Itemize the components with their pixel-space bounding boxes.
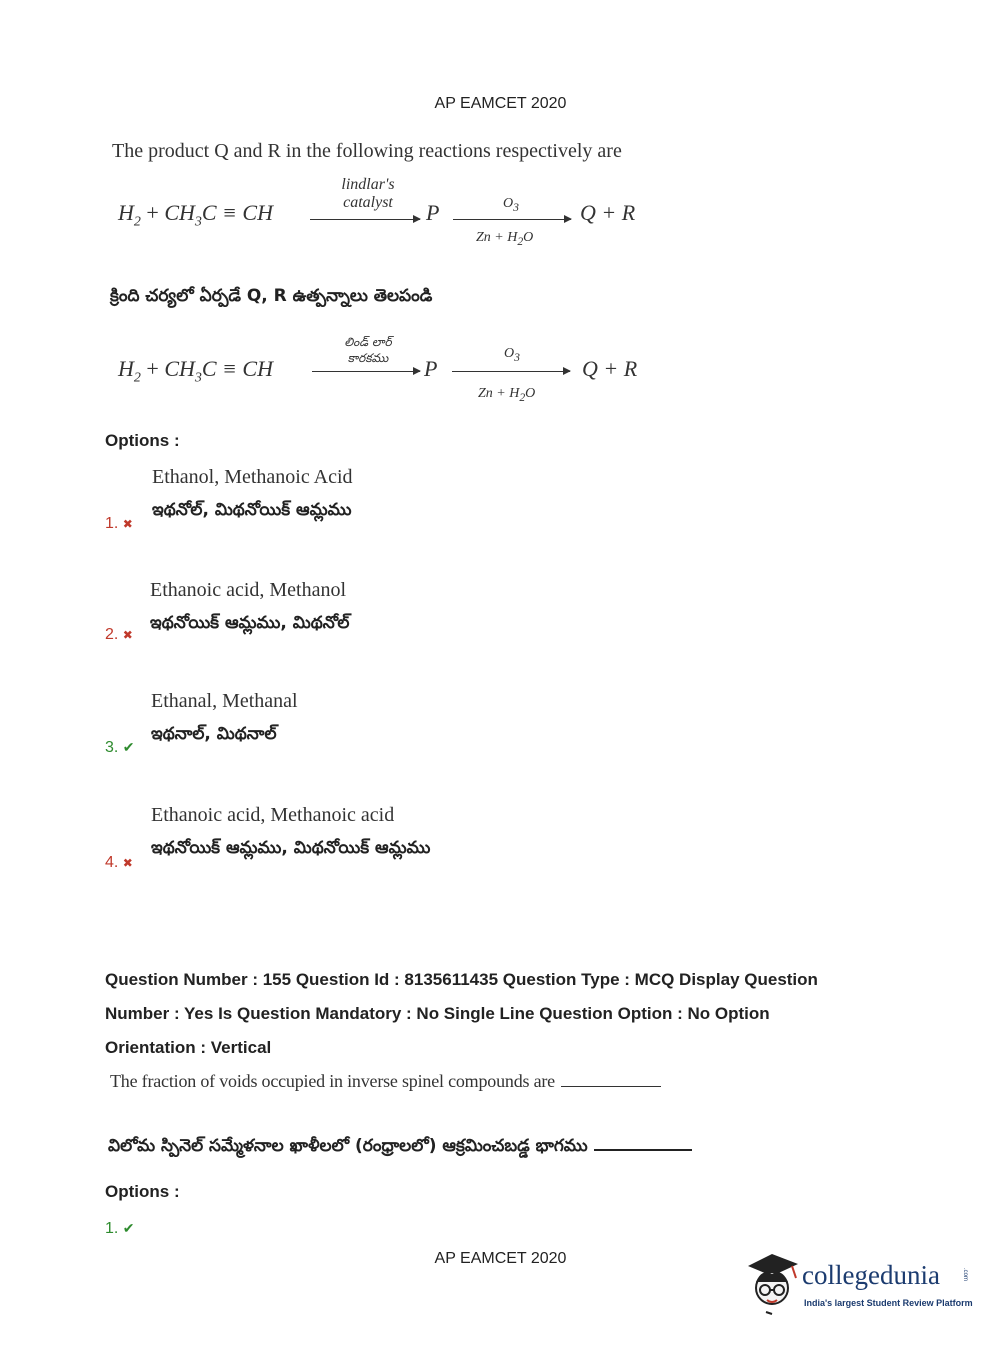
option-3-te: ఇథనాల్, మిథనాల్ bbox=[151, 724, 277, 744]
zn-h: Zn + H bbox=[476, 230, 518, 245]
logo-dotcom: .com bbox=[962, 1268, 968, 1282]
meta-line-2: Number : Yes Is Question Mandatory : No Single Line Question Option : No Option bbox=[105, 1004, 770, 1023]
cross-icon: ✖ bbox=[122, 628, 133, 642]
question-2-text: The fraction of voids occupied in inverse spinel compounds are bbox=[110, 1071, 555, 1091]
answer-blank bbox=[561, 1086, 661, 1087]
option-4-te: ఇథనోయిక్ ఆమ్లము, మిథనోయిక్ ఆమ్లము bbox=[151, 838, 431, 858]
page-footer: AP EAMCET 2020 bbox=[434, 1250, 567, 1267]
answer-blank-te bbox=[594, 1149, 692, 1151]
h2: H bbox=[118, 200, 134, 225]
option-2-en: Ethanoic acid, Methanol bbox=[150, 579, 347, 601]
catalyst-te-line1: లిండ్ లార్ bbox=[344, 335, 392, 349]
options-label-2: Options : bbox=[105, 1182, 180, 1201]
options-label: Options : bbox=[105, 431, 180, 450]
reaction-arrow-1-te bbox=[312, 371, 420, 372]
triple-bond: C ≡ CH bbox=[201, 356, 273, 381]
question-meta bbox=[105, 963, 885, 1065]
option-1-marker[interactable] bbox=[105, 515, 133, 533]
question-2-text-te-span: విలోమ స్పినెల్ సమ్మేళనాల ఖాళీలలో (రంధ్రాలలో) ఆక్రమించబడ్డ భాగము bbox=[108, 1136, 588, 1156]
option-3-marker[interactable] bbox=[105, 739, 135, 757]
reaction-arrow-1 bbox=[310, 219, 420, 220]
plus: + bbox=[146, 200, 159, 225]
reaction-arrow-2 bbox=[453, 219, 571, 220]
option-number: 4. bbox=[105, 854, 119, 871]
cross-icon: ✖ bbox=[122, 517, 133, 531]
q2-option-1-marker[interactable] bbox=[105, 1220, 135, 1238]
reaction-equation-te bbox=[118, 330, 678, 404]
product-qr: Q + R bbox=[580, 200, 636, 225]
ch3-sub: 3 bbox=[194, 214, 202, 230]
cross-icon: ✖ bbox=[122, 856, 133, 870]
question-2-text-te bbox=[108, 1136, 692, 1160]
page-header: AP EAMCET 2020 bbox=[434, 95, 567, 112]
mascot-icon bbox=[742, 1248, 804, 1318]
reaction-lhs-te bbox=[118, 356, 273, 386]
o3: O bbox=[503, 196, 514, 211]
ch3: CH bbox=[164, 356, 195, 381]
zn-water-label-te bbox=[478, 386, 535, 404]
triple-bond: C ≡ CH bbox=[201, 200, 273, 225]
reaction-arrow-2-te bbox=[452, 371, 570, 372]
o3-sub: 3 bbox=[513, 200, 519, 214]
h2-sub: 2 bbox=[133, 370, 141, 386]
catalyst-label bbox=[323, 176, 413, 212]
o3: O bbox=[504, 346, 515, 361]
option-2-marker[interactable] bbox=[105, 626, 133, 644]
option-4-marker[interactable] bbox=[105, 854, 133, 872]
question-text-en: The product Q and R in the following reactions respectively are bbox=[112, 140, 622, 162]
catalyst-te-line2: కారకము bbox=[347, 351, 389, 365]
option-2-te: ఇథనోయిక్ ఆమ్లము, మిథనోల్ bbox=[150, 613, 350, 633]
question-2-text-en bbox=[110, 1071, 661, 1092]
option-number: 1. bbox=[105, 515, 119, 532]
reaction-lhs bbox=[118, 200, 273, 230]
option-number: 3. bbox=[105, 739, 119, 756]
check-icon: ✔ bbox=[122, 1220, 135, 1236]
question-text-te: క్రింది చర్యలో ఏర్పడే Q, R ఉత్పన్నాలు తెలపండి bbox=[110, 286, 433, 306]
product-qr-te: Q + R bbox=[582, 356, 638, 381]
catalyst-line2: catalyst bbox=[343, 194, 393, 211]
zn-sub: 2 bbox=[517, 234, 524, 248]
h2: H bbox=[118, 356, 134, 381]
ch3: CH bbox=[164, 200, 195, 225]
catalyst-label-te bbox=[323, 334, 413, 366]
zn-h: Zn + H bbox=[478, 386, 520, 401]
option-3-en: Ethanal, Methanal bbox=[151, 690, 298, 712]
meta-line-1: Question Number : 155 Question Id : 8135611435 Question Type : MCQ Display Question bbox=[105, 970, 818, 989]
zn-o: O bbox=[525, 386, 536, 401]
option-number: 2. bbox=[105, 626, 119, 643]
intermediate-p-te: P bbox=[424, 356, 438, 381]
option-4-en: Ethanoic acid, Methanoic acid bbox=[151, 804, 395, 826]
plus: + bbox=[146, 356, 159, 381]
logo-wordmark: collegedunia bbox=[802, 1260, 940, 1290]
intermediate-p: P bbox=[426, 200, 440, 225]
collegedunia-logo[interactable] bbox=[742, 1248, 972, 1318]
catalyst-line1: lindlar's bbox=[341, 176, 395, 193]
reaction-equation-en bbox=[118, 176, 678, 246]
meta-line-3: Orientation : Vertical bbox=[105, 1038, 272, 1057]
zn-o: O bbox=[523, 230, 534, 245]
ch3-sub: 3 bbox=[194, 370, 202, 386]
option-1-te: ఇథనోల్, మిథనోయిక్ ఆమ్లము bbox=[152, 500, 352, 520]
check-icon: ✔ bbox=[122, 739, 135, 755]
logo-tagline: India's largest Student Review Platform bbox=[804, 1298, 973, 1308]
ozone-label-te bbox=[504, 346, 520, 364]
option-number: 1. bbox=[105, 1220, 119, 1237]
zn-sub: 2 bbox=[519, 390, 526, 404]
o3-sub: 3 bbox=[514, 350, 520, 364]
zn-water-label bbox=[476, 230, 533, 248]
option-1-en: Ethanol, Methanoic Acid bbox=[152, 466, 353, 488]
h2-sub: 2 bbox=[133, 214, 141, 230]
ozone-label bbox=[503, 196, 519, 214]
